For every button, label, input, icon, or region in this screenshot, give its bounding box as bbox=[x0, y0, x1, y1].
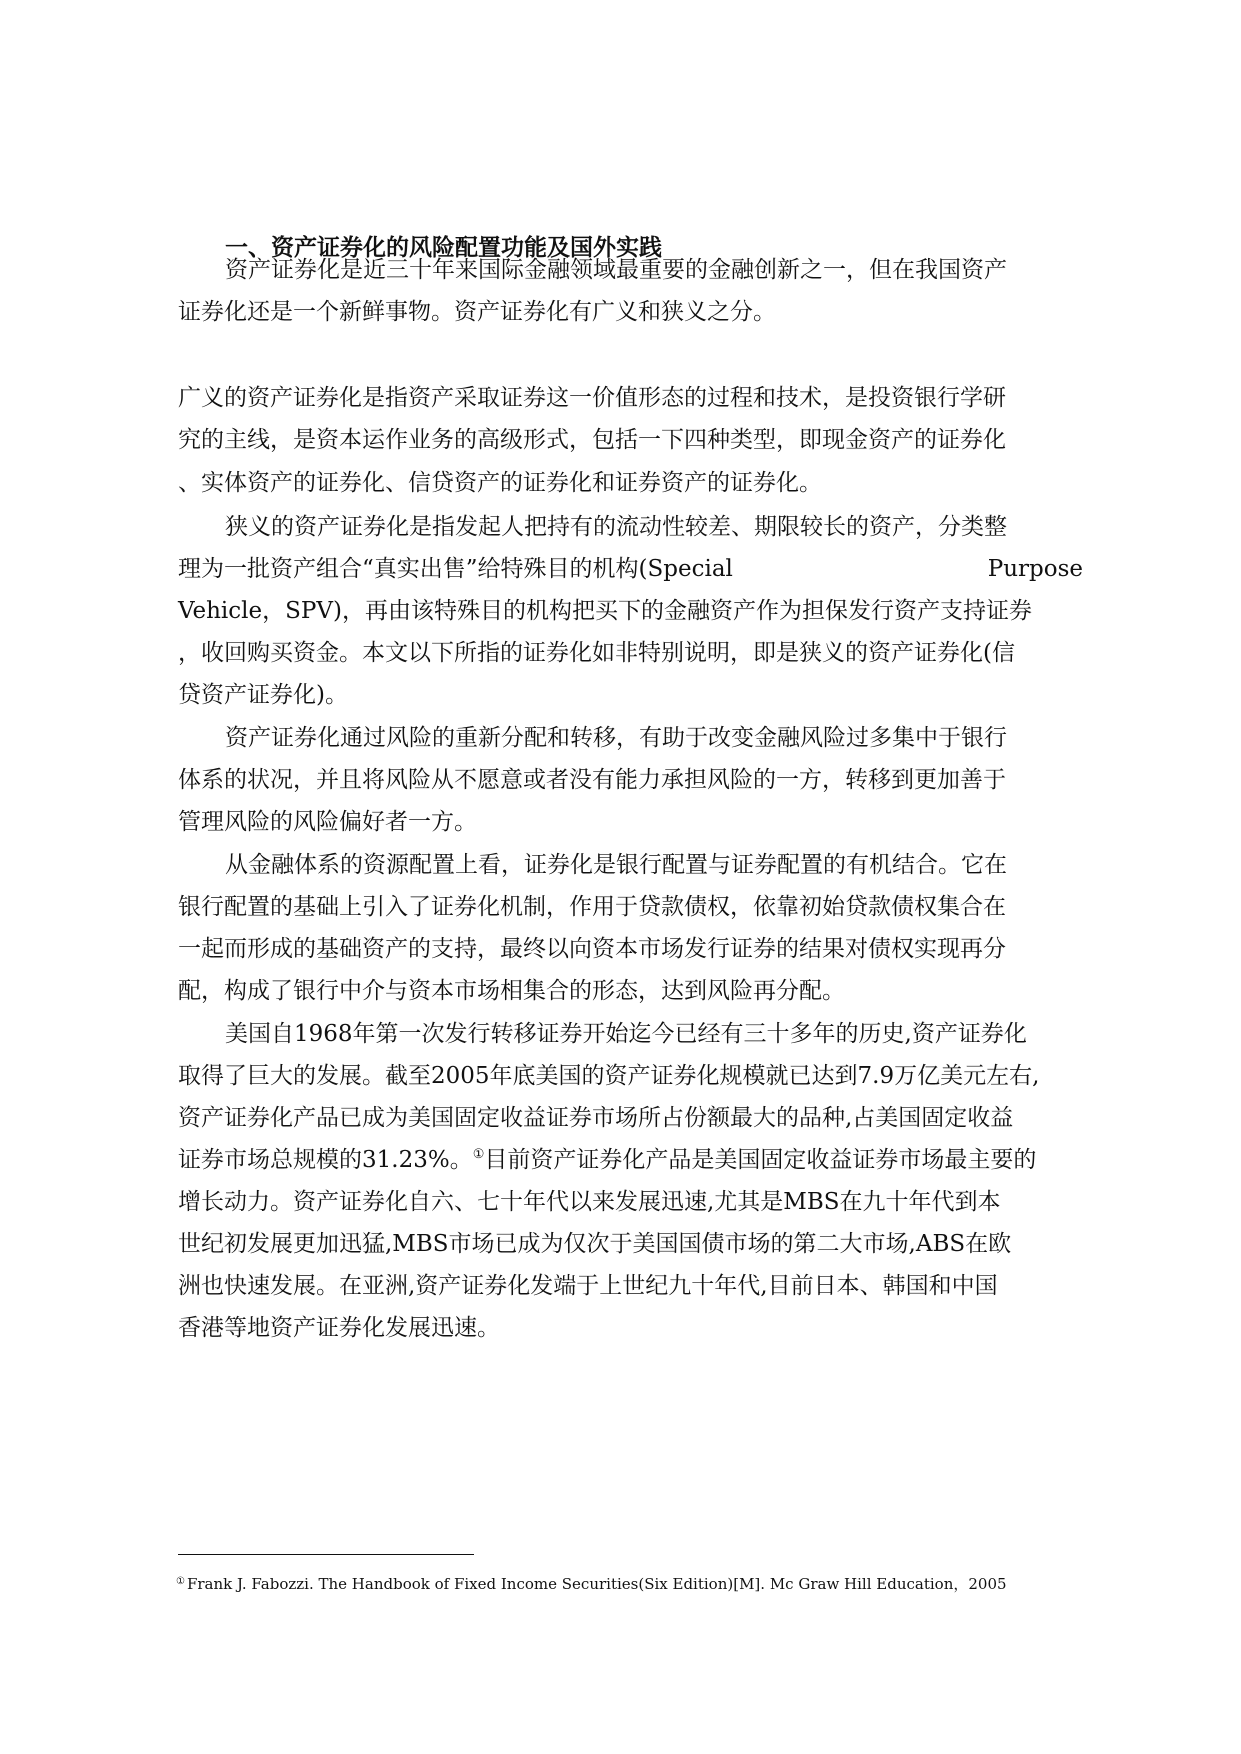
paragraph-1-line-2: 证券化还是一个新鲜事物。资产证券化有广义和狭义之分。 bbox=[178, 299, 776, 325]
paragraph-4-line-3: 管理风险的风险偏好者一方。 bbox=[178, 809, 477, 835]
paragraph-6-line-6: 世纪初发展更加迅猛,MBS市场已成为仅次于美国国债市场的第二大市场,ABS在欧 bbox=[178, 1231, 1012, 1257]
paragraph-6-line-1: 美国自1968年第一次发行转移证券开始迄今已经有三十多年的历史,资产证券化 bbox=[225, 1021, 1027, 1047]
paragraph-2-line-2: 究的主线，是资本运作业务的高级形式，包括一下四种类型，即现金资产的证券化 bbox=[178, 427, 1006, 453]
paragraph-4-line-1: 资产证券化通过风险的重新分配和转移，有助于改变金融风险过多集中于银行 bbox=[225, 725, 1007, 751]
section-heading: 一、资产证券化的风险配置功能及国外实践 bbox=[225, 234, 662, 261]
paragraph-3-line-1: 狭义的资产证券化是指发起人把持有的流动性较差、期限较长的资产，分类整 bbox=[225, 514, 1007, 540]
paragraph-3-line-4: ，收回购买资金。本文以下所指的证券化如非特别说明，即是狭义的资产证券化(信 bbox=[178, 640, 1015, 666]
paragraph-6-line-8: 香港等地资产证券化发展迅速。 bbox=[178, 1315, 500, 1341]
paragraph-6-line-2: 取得了巨大的发展。截至2005年底美国的资产证券化规模就已达到7.9万亿美元左右, bbox=[178, 1063, 1040, 1089]
paragraph-6-line-4-start: 证券市场总规模的31.23%。 bbox=[178, 1147, 473, 1173]
paragraph-5-line-3: 一起而形成的基础资产的支持，最终以向资本市场发行证券的结果对债权实现再分 bbox=[178, 936, 1006, 962]
paragraph-6-line-4-end: 目前资产证券化产品是美国固定收益证券市场最主要的 bbox=[484, 1147, 1037, 1173]
footnote bbox=[176, 1574, 1007, 1594]
paragraph-5-line-4: 配，构成了银行中介与资本市场相集合的形态，达到风险再分配。 bbox=[178, 978, 845, 1004]
paragraph-6-line-4 bbox=[178, 1145, 1083, 1175]
footnote-separator bbox=[178, 1554, 474, 1555]
paragraph-2-line-1: 广义的资产证券化是指资产采取证券这一价值形态的过程和技术，是投资银行学研 bbox=[178, 385, 1006, 411]
paragraph-1-line-1: 资产证券化是近三十年来国际金融领域最重要的金融创新之一，但在我国资产 bbox=[225, 257, 1007, 283]
footnote-reference-mark[interactable]: ① bbox=[472, 1147, 485, 1162]
footnote-text: Frank J. Fabozzi. The Handbook of Fixed Income Securities(Six Edition)[M]. Mc Graw Hill Education，2005 bbox=[186, 1575, 1007, 1593]
footnote-mark: ① bbox=[176, 1576, 185, 1587]
paragraph-4-line-2: 体系的状况，并且将风险从不愿意或者没有能力承担风险的一方，转移到更加善于 bbox=[178, 767, 1006, 793]
paragraph-2-line-3: 、实体资产的证券化、信贷资产的证券化和证券资产的证券化。 bbox=[178, 470, 822, 496]
paragraph-3-line-2-end: Purpose bbox=[987, 556, 1083, 582]
paragraph-3-line-3: Vehicle，SPV)，再由该特殊目的机构把买下的金融资产作为担保发行资产支持证券 bbox=[178, 598, 1032, 624]
paragraph-5-line-2: 银行配置的基础上引入了证券化机制，作用于贷款债权，依靠初始贷款债权集合在 bbox=[178, 894, 1006, 920]
paragraph-6-line-3: 资产证券化产品已成为美国固定收益证券市场所占份额最大的品种,占美国固定收益 bbox=[178, 1105, 1014, 1131]
paragraph-5-line-1: 从金融体系的资源配置上看，证券化是银行配置与证券配置的有机结合。它在 bbox=[225, 852, 1007, 878]
paragraph-6-line-5: 增长动力。资产证券化自六、七十年代以来发展迅速,尤其是MBS在九十年代到本 bbox=[178, 1189, 1001, 1215]
paragraph-3-line-2-start: 理为一批资产组合“真实出售”给特殊目的机构(Special bbox=[178, 556, 733, 582]
paragraph-6-line-7: 洲也快速发展。在亚洲,资产证券化发端于上世纪九十年代,目前日本、韩国和中国 bbox=[178, 1273, 998, 1299]
paragraph-3-line-2 bbox=[178, 554, 1083, 584]
paragraph-3-line-5: 贷资产证券化)。 bbox=[178, 682, 348, 708]
